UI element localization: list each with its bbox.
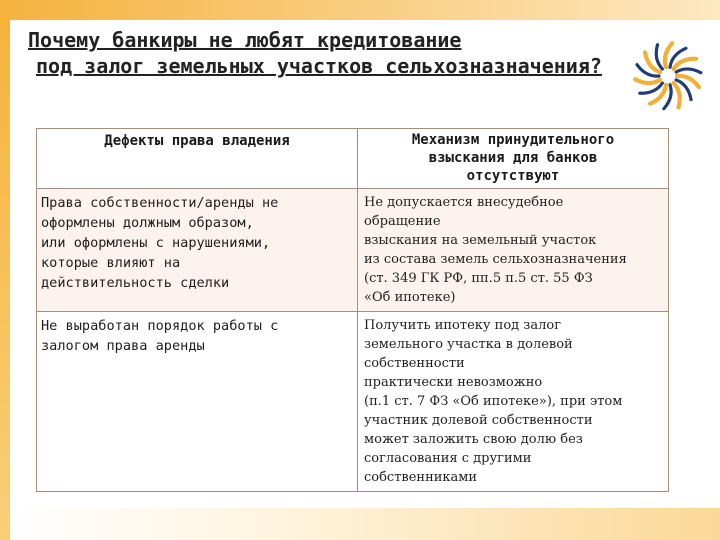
cell-line: практически невозможно bbox=[364, 375, 543, 390]
header-line: отсутствуют bbox=[466, 168, 560, 184]
header-line: взыскания для банков bbox=[428, 150, 598, 166]
slide-title bbox=[28, 27, 718, 79]
table-row bbox=[37, 312, 669, 492]
cell-line: может заложить свою долю без bbox=[364, 432, 583, 447]
row2-mechanism-cell bbox=[358, 312, 669, 492]
cell-line: согласования с другими bbox=[364, 451, 532, 466]
header-line: Механизм принудительного bbox=[411, 132, 615, 148]
table-header-row bbox=[37, 129, 669, 189]
cell-line: оформлены должным образом, bbox=[41, 215, 254, 231]
logo-ray bbox=[674, 83, 680, 107]
cell-line: Права собственности/аренды не bbox=[41, 195, 279, 211]
logo-ray bbox=[676, 69, 701, 73]
cell-line: взыскания на земельный участок bbox=[364, 233, 597, 248]
table-row bbox=[37, 189, 669, 312]
header-line: Дефекты права владения bbox=[104, 133, 290, 149]
left-accent-bar bbox=[0, 0, 10, 540]
logo-ray bbox=[674, 59, 697, 69]
cell-line: «Об ипотеке) bbox=[364, 290, 456, 305]
cell-line: залогом права аренды bbox=[41, 338, 205, 354]
cell-line: земельного участка в долевой bbox=[364, 337, 573, 352]
cell-line: участник долевой собственности bbox=[364, 413, 593, 428]
header-enforcement-mechanism bbox=[358, 129, 669, 189]
cell-line: (ст. 349 ГК РФ, пп.5 п.5 ст. 55 ФЗ bbox=[364, 271, 593, 286]
cell-line: действительность сделки bbox=[41, 275, 230, 291]
cell-line: или оформлены с нарушениями, bbox=[41, 235, 271, 251]
bottom-accent-bar bbox=[10, 508, 720, 540]
cell-line: собственности bbox=[364, 356, 465, 371]
logo-ray bbox=[635, 79, 660, 83]
row1-defect-cell bbox=[37, 189, 358, 312]
cell-line: которые влияют на bbox=[41, 255, 181, 271]
top-accent-bar bbox=[10, 0, 720, 20]
cell-line: Не выработан порядок работы с bbox=[41, 318, 279, 334]
cell-line: обращение bbox=[364, 214, 441, 229]
row1-mechanism-cell bbox=[358, 189, 669, 312]
row2-defect-cell bbox=[37, 312, 358, 492]
cell-line: собственниками bbox=[364, 470, 478, 485]
title-line-2: под залог земельных участков сельхозназначения? bbox=[36, 54, 602, 78]
header-ownership-defects bbox=[37, 129, 358, 189]
title-line-1: Почему банкиры не любят кредитование bbox=[28, 28, 462, 52]
cell-line: из состава земель сельхозназначения bbox=[364, 252, 627, 267]
comparison-table bbox=[36, 128, 669, 492]
sun-rays-logo-icon bbox=[632, 38, 704, 114]
cell-line: (п.1 ст. 7 ФЗ «Об ипотеке»), при этом bbox=[364, 394, 623, 409]
cell-line: Получить ипотеку под залог bbox=[364, 318, 562, 333]
logo-ray bbox=[656, 45, 662, 69]
cell-line: Не допускается внесудебное bbox=[364, 195, 564, 210]
